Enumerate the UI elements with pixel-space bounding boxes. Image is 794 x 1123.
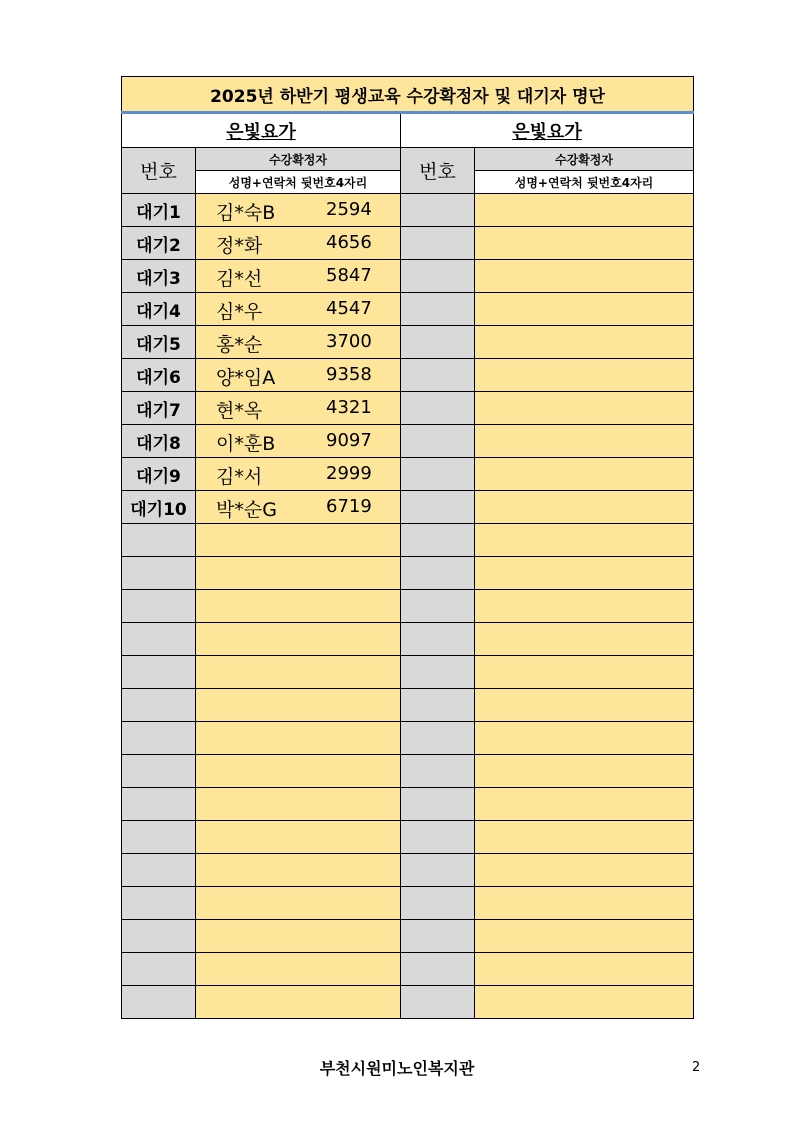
row-number bbox=[122, 755, 196, 788]
table-row bbox=[122, 689, 694, 722]
row-number bbox=[401, 293, 475, 326]
row-number bbox=[122, 788, 196, 821]
row-number bbox=[401, 821, 475, 854]
table-row bbox=[122, 755, 694, 788]
entry-cell bbox=[475, 887, 694, 920]
entry-cell bbox=[196, 491, 401, 524]
table-row bbox=[122, 227, 694, 260]
row-number bbox=[122, 821, 196, 854]
page-number: 2 bbox=[692, 1060, 701, 1075]
phone-last-four: 5847 bbox=[326, 265, 372, 286]
participant-name: 김*선 bbox=[216, 268, 263, 290]
row-number: 대기7 bbox=[122, 392, 196, 425]
entry-cell bbox=[196, 821, 401, 854]
phone-last-four: 4656 bbox=[326, 232, 372, 253]
entry-cell bbox=[475, 293, 694, 326]
table-row bbox=[122, 557, 694, 590]
participant-name: 심*우 bbox=[216, 301, 263, 323]
entry-cell bbox=[475, 821, 694, 854]
row-number bbox=[401, 260, 475, 293]
row-number: 대기5 bbox=[122, 326, 196, 359]
row-number bbox=[401, 854, 475, 887]
row-number bbox=[401, 590, 475, 623]
entry-cell bbox=[475, 491, 694, 524]
row-number bbox=[401, 491, 475, 524]
row-number bbox=[401, 953, 475, 986]
entry-cell bbox=[196, 887, 401, 920]
header-row-top bbox=[122, 148, 694, 171]
program-name-left: 은빛요가 bbox=[122, 113, 401, 148]
participant-name: 김*서 bbox=[216, 466, 263, 488]
table-row bbox=[122, 590, 694, 623]
entry-cell bbox=[475, 788, 694, 821]
row-number bbox=[401, 656, 475, 689]
entry-cell bbox=[196, 623, 401, 656]
entry-cell bbox=[196, 425, 401, 458]
program-row bbox=[122, 113, 694, 148]
table-row bbox=[122, 524, 694, 557]
row-number bbox=[401, 557, 475, 590]
entry-cell bbox=[475, 986, 694, 1019]
table-row bbox=[122, 326, 694, 359]
participant-name: 박*순G bbox=[216, 499, 277, 521]
row-number bbox=[122, 623, 196, 656]
entry-cell bbox=[475, 557, 694, 590]
entry-cell bbox=[196, 260, 401, 293]
entry-cell bbox=[475, 524, 694, 557]
name-phone-header-right: 성명+연락처 뒷번호4자리 bbox=[475, 171, 694, 194]
table-row bbox=[122, 359, 694, 392]
entry-cell bbox=[196, 227, 401, 260]
table-row bbox=[122, 260, 694, 293]
organization-footer: 부천시원미노인복지관 bbox=[319, 1059, 475, 1078]
table-row bbox=[122, 623, 694, 656]
entry-cell bbox=[196, 920, 401, 953]
row-number bbox=[401, 425, 475, 458]
table-row bbox=[122, 854, 694, 887]
participant-name: 이*훈B bbox=[216, 433, 276, 455]
name-phone-header-left: 성명+연락처 뒷번호4자리 bbox=[196, 171, 401, 194]
row-number bbox=[122, 557, 196, 590]
entry-cell bbox=[475, 953, 694, 986]
table-row bbox=[122, 392, 694, 425]
row-number bbox=[122, 722, 196, 755]
row-number bbox=[401, 359, 475, 392]
table-row bbox=[122, 920, 694, 953]
entry-cell bbox=[196, 788, 401, 821]
entry-cell bbox=[196, 656, 401, 689]
entry-cell bbox=[196, 524, 401, 557]
table-row bbox=[122, 821, 694, 854]
row-number bbox=[122, 524, 196, 557]
row-number bbox=[122, 854, 196, 887]
row-number: 대기6 bbox=[122, 359, 196, 392]
entry-cell bbox=[196, 293, 401, 326]
phone-last-four: 2594 bbox=[326, 199, 372, 220]
participant-name: 김*숙B bbox=[216, 202, 276, 224]
phone-last-four: 2999 bbox=[326, 463, 372, 484]
confirmed-header-left: 수강확정자 bbox=[196, 148, 401, 171]
participant-name: 홍*순 bbox=[216, 334, 263, 356]
entry-cell bbox=[196, 755, 401, 788]
entry-cell bbox=[196, 194, 401, 227]
entry-cell bbox=[196, 326, 401, 359]
phone-last-four: 4547 bbox=[326, 298, 372, 319]
row-number: 대기3 bbox=[122, 260, 196, 293]
entry-cell bbox=[196, 557, 401, 590]
row-number bbox=[401, 524, 475, 557]
row-number bbox=[401, 689, 475, 722]
table-row bbox=[122, 722, 694, 755]
row-number bbox=[122, 689, 196, 722]
entry-cell bbox=[196, 590, 401, 623]
phone-last-four: 9358 bbox=[326, 364, 372, 385]
row-number bbox=[122, 656, 196, 689]
row-number bbox=[401, 392, 475, 425]
row-number: 대기1 bbox=[122, 194, 196, 227]
row-number: 대기2 bbox=[122, 227, 196, 260]
row-number bbox=[401, 326, 475, 359]
program-name-right: 은빛요가 bbox=[401, 113, 694, 148]
entry-cell bbox=[475, 656, 694, 689]
confirmed-header-right: 수강확정자 bbox=[475, 148, 694, 171]
row-number bbox=[401, 194, 475, 227]
table-row bbox=[122, 458, 694, 491]
entry-cell bbox=[475, 359, 694, 392]
row-number: 대기9 bbox=[122, 458, 196, 491]
row-number: 대기4 bbox=[122, 293, 196, 326]
participant-name: 현*옥 bbox=[216, 400, 263, 422]
row-number bbox=[122, 590, 196, 623]
phone-last-four: 6719 bbox=[326, 496, 372, 517]
entry-cell bbox=[196, 986, 401, 1019]
entry-cell bbox=[475, 920, 694, 953]
participant-name: 양*임A bbox=[216, 367, 276, 389]
row-number bbox=[122, 986, 196, 1019]
table-row bbox=[122, 491, 694, 524]
row-number bbox=[122, 920, 196, 953]
row-number bbox=[122, 953, 196, 986]
row-number bbox=[401, 887, 475, 920]
document-title: 2025년 하반기 평생교육 수강확정자 및 대기자 명단 bbox=[122, 77, 694, 113]
entry-cell bbox=[196, 953, 401, 986]
entry-cell bbox=[475, 623, 694, 656]
entry-cell bbox=[475, 425, 694, 458]
entry-cell bbox=[475, 326, 694, 359]
phone-last-four: 4321 bbox=[326, 397, 372, 418]
row-number bbox=[401, 755, 475, 788]
entry-cell bbox=[475, 260, 694, 293]
phone-last-four: 9097 bbox=[326, 430, 372, 451]
entry-cell bbox=[475, 755, 694, 788]
table-row bbox=[122, 887, 694, 920]
number-header-left: 번호 bbox=[122, 148, 196, 194]
title-row bbox=[122, 77, 694, 113]
table-row bbox=[122, 194, 694, 227]
entry-cell bbox=[196, 359, 401, 392]
row-number bbox=[401, 788, 475, 821]
table-row bbox=[122, 425, 694, 458]
entry-cell bbox=[475, 722, 694, 755]
table-row bbox=[122, 953, 694, 986]
row-number: 대기8 bbox=[122, 425, 196, 458]
entry-cell bbox=[196, 458, 401, 491]
row-number: 대기10 bbox=[122, 491, 196, 524]
entry-cell bbox=[196, 722, 401, 755]
entry-cell bbox=[475, 392, 694, 425]
entry-cell bbox=[475, 227, 694, 260]
roster-table bbox=[121, 76, 694, 1019]
entry-cell bbox=[475, 458, 694, 491]
table-row bbox=[122, 656, 694, 689]
entry-cell bbox=[475, 689, 694, 722]
table-row bbox=[122, 788, 694, 821]
entry-cell bbox=[196, 689, 401, 722]
entry-cell bbox=[196, 854, 401, 887]
row-number bbox=[401, 920, 475, 953]
table-row bbox=[122, 986, 694, 1019]
entry-cell bbox=[196, 392, 401, 425]
participant-name: 정*화 bbox=[216, 235, 263, 257]
row-number bbox=[401, 623, 475, 656]
row-number bbox=[401, 458, 475, 491]
entry-cell bbox=[475, 854, 694, 887]
phone-last-four: 3700 bbox=[326, 331, 372, 352]
row-number bbox=[122, 887, 196, 920]
row-number bbox=[401, 227, 475, 260]
entry-cell bbox=[475, 194, 694, 227]
entry-cell bbox=[475, 590, 694, 623]
row-number bbox=[401, 722, 475, 755]
number-header-right: 번호 bbox=[401, 148, 475, 194]
row-number bbox=[401, 986, 475, 1019]
table-row bbox=[122, 293, 694, 326]
